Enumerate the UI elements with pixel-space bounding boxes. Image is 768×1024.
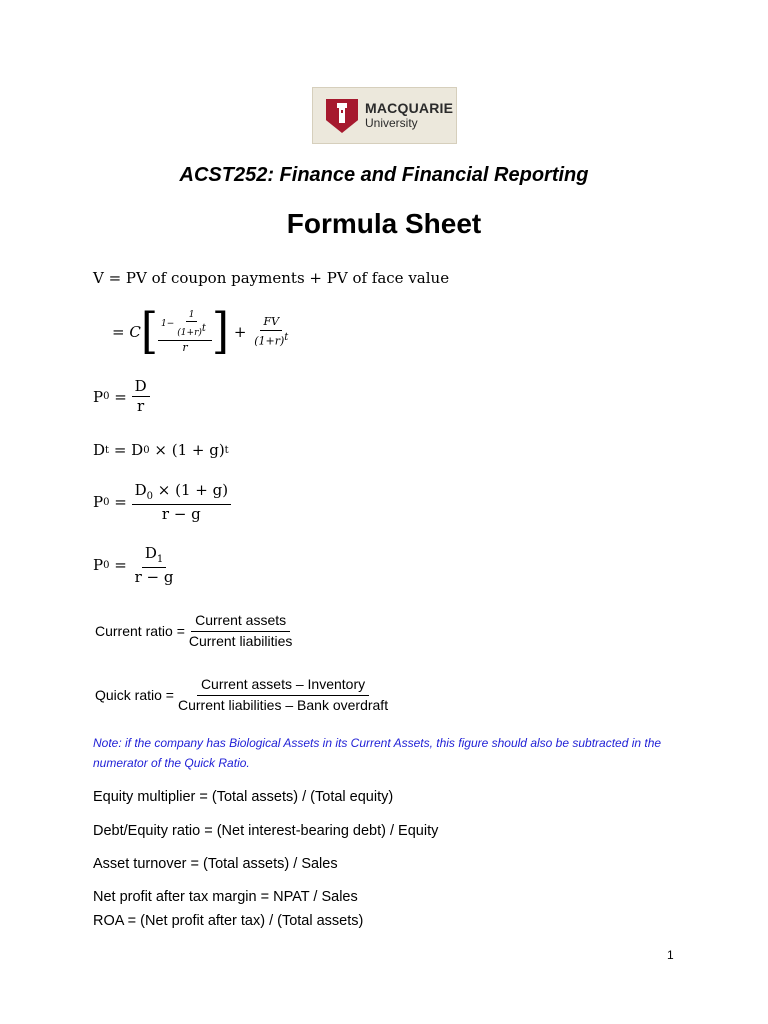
quick-ratio-formula: Quick ratio = $\frac{\text{Current assets – Inventory}}{\text{Current liabilities – Bank overdraft}}$ xyxy=(95,676,389,713)
sheet-title: Formula Sheet xyxy=(286,208,482,239)
gordon-growth-d1-formula: P 0 = $\frac{D_1}{r - g}$ xyxy=(93,544,174,586)
shield-icon xyxy=(326,99,358,133)
bond-value-definition: V = PV of coupon payments + PV of face value xyxy=(93,269,450,287)
course-title: ACST252: Finance and Financial Reporting xyxy=(179,164,589,186)
logo-subtitle: University xyxy=(365,116,418,130)
equity-multiplier-formula: Equity multiplier = (Total assets) / (Total equity) xyxy=(93,789,394,805)
quick-ratio-note: Note: if the company has Biological Assets in its Current Assets, this figure should also be subtracted in the numerator of the Quick Ratio. xyxy=(93,736,662,770)
logo-name: MACQUARIE xyxy=(365,100,454,116)
npat-margin-formula: Net profit after tax margin = NPAT / Sales xyxy=(93,889,358,905)
debt-equity-formula: Debt/Equity ratio = (Net interest-bearing debt) / Equity xyxy=(93,823,439,839)
roa-formula: ROA = (Net profit after tax) / (Total assets) xyxy=(93,913,364,929)
page-number: 1 xyxy=(667,948,674,962)
asset-turnover-formula: Asset turnover = (Total assets) / Sales xyxy=(93,856,338,872)
annuity-fraction: 1− $\frac{1}{(1+r)^t}$ r xyxy=(158,310,212,354)
gordon-growth-formula: P 0 = $\frac{D_0 \times (1 + g)}{r - g}$ xyxy=(93,482,231,523)
bond-value-formula: = C [ 1− $\frac{1}{(1+r)^t}$ r ] + $\frac{FV}{(1+r)^t}$ xyxy=(112,310,291,354)
perpetuity-formula: P 0 = $\frac{D}{r}$ xyxy=(93,378,150,416)
dividend-growth-formula: D t = D 0 × (1 + g) t xyxy=(93,441,229,459)
university-logo xyxy=(312,87,457,144)
face-value-fraction: $\frac{FV}{(1+r)^t}$ xyxy=(254,315,289,348)
current-ratio-formula: Current ratio = $\frac{\text{Current assets}}{\text{Current liabilities}}$ xyxy=(95,612,293,649)
